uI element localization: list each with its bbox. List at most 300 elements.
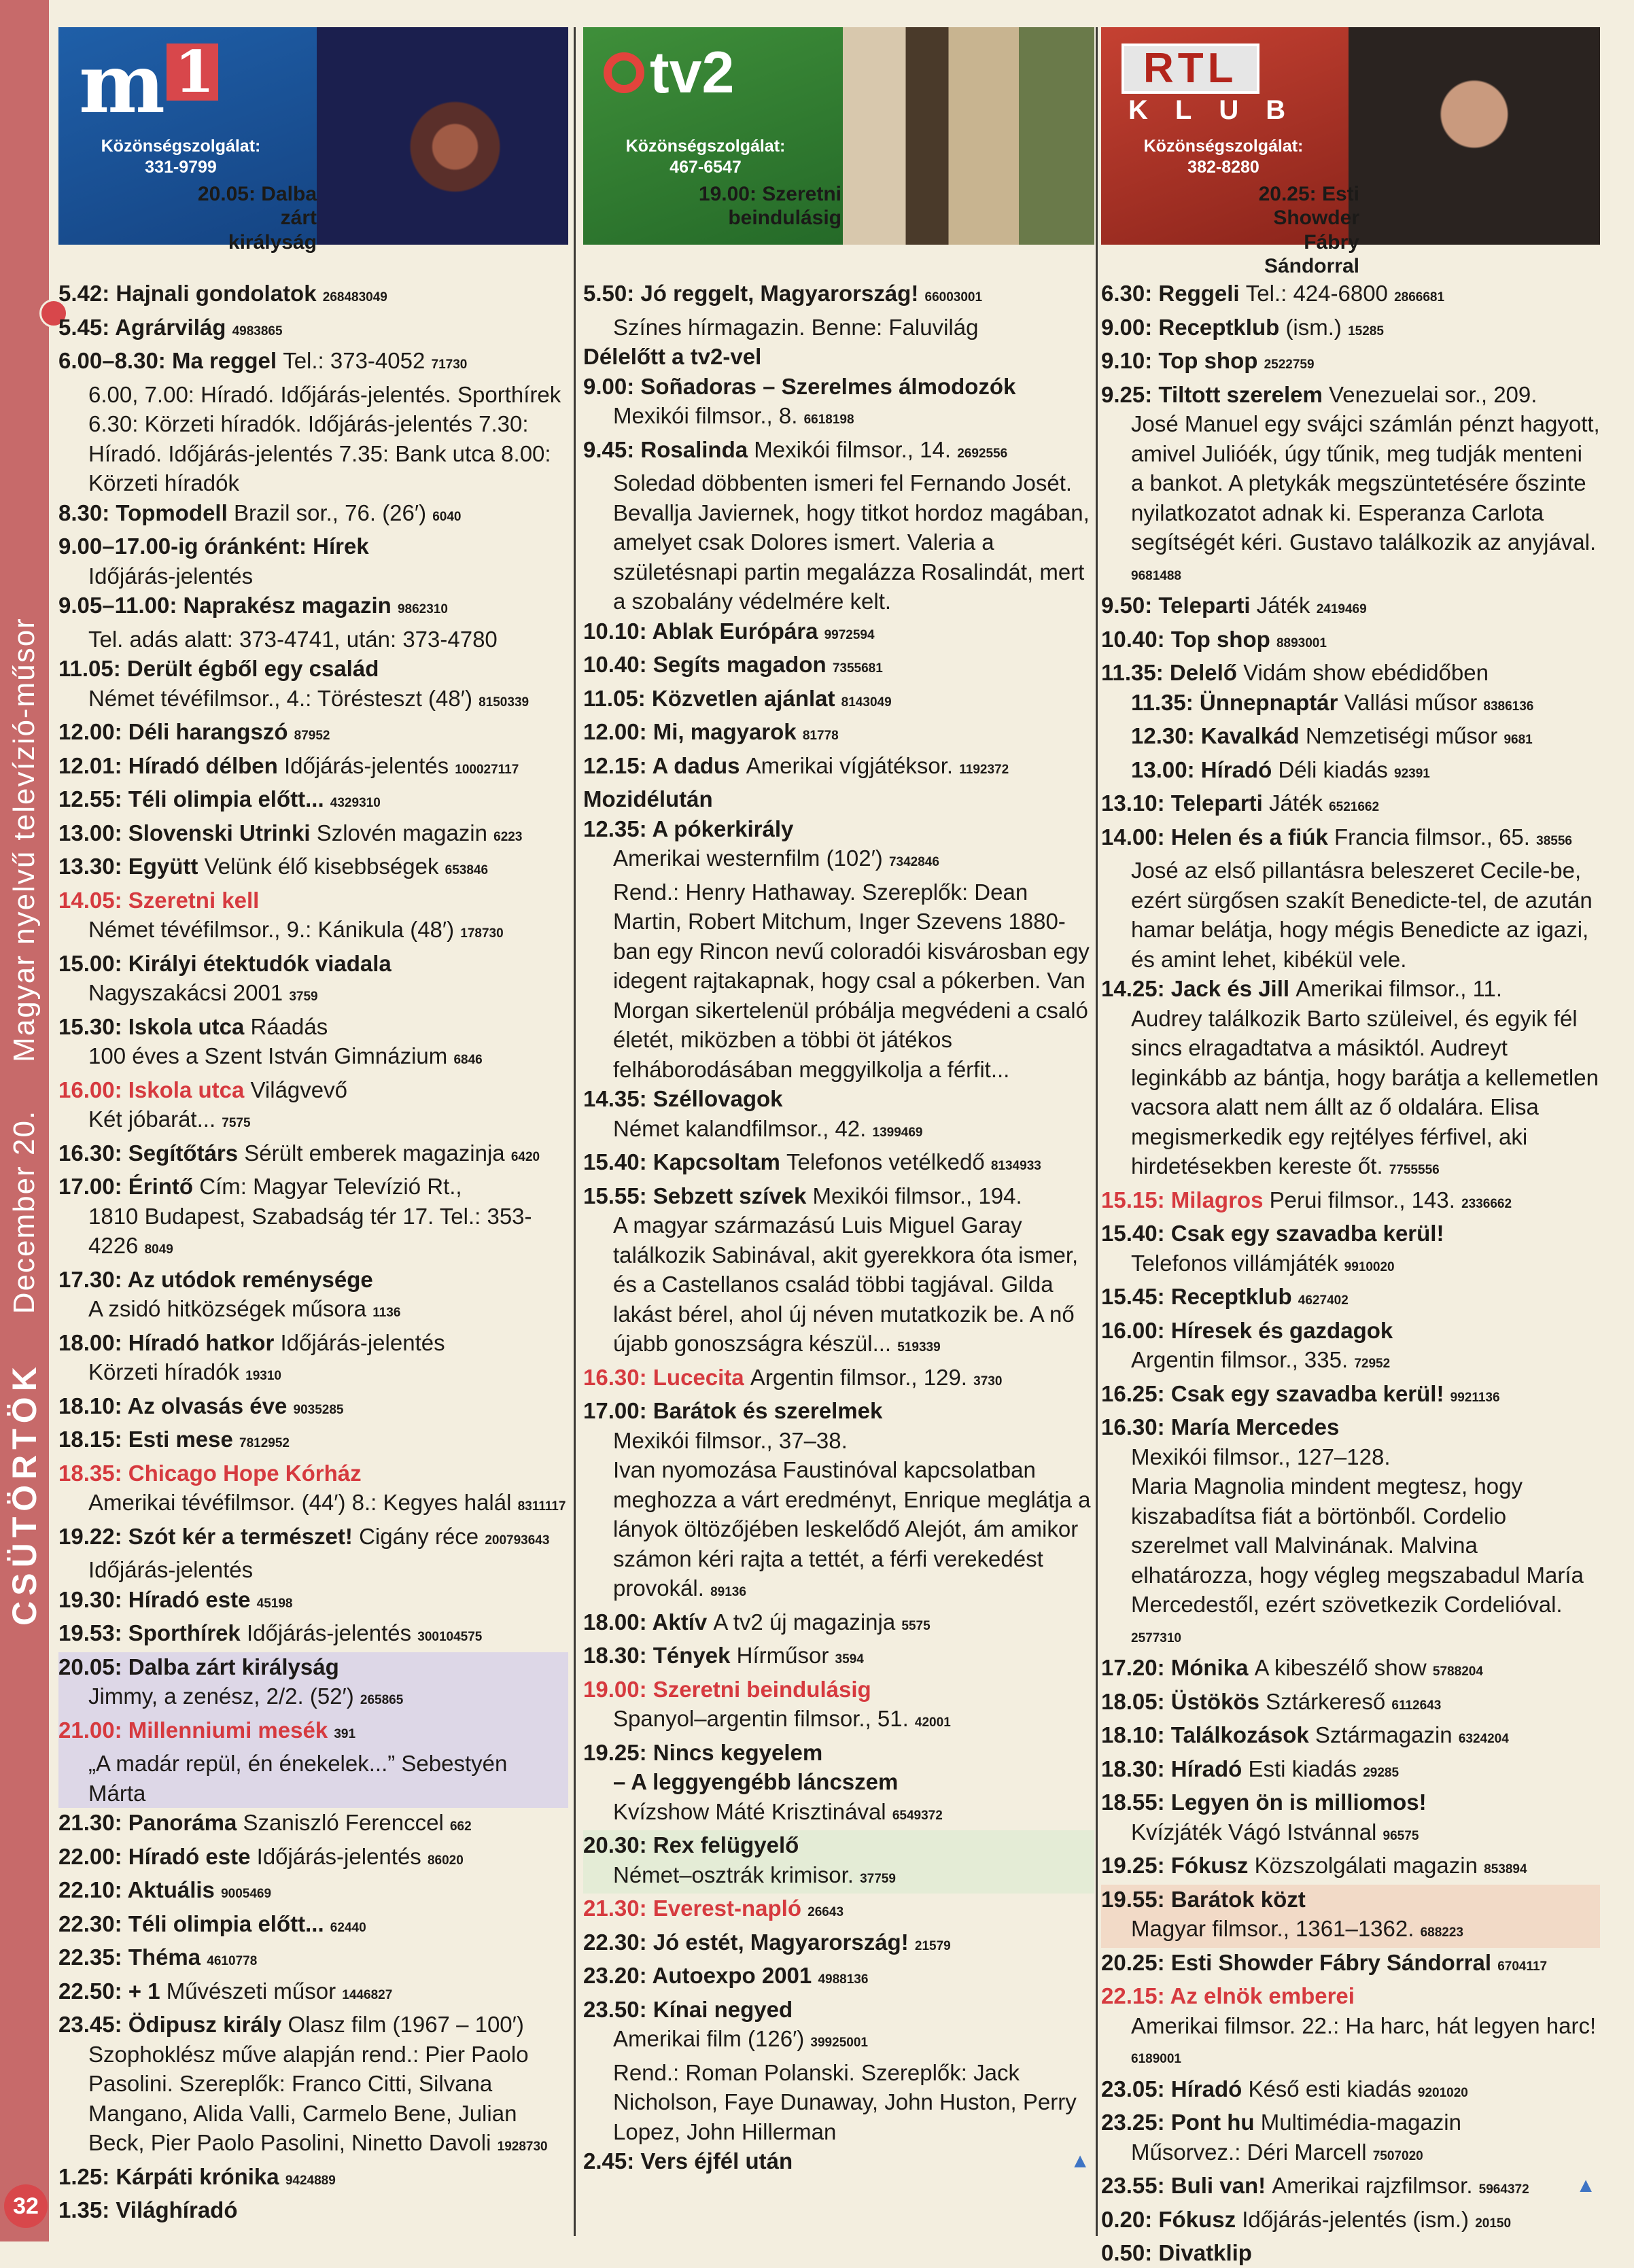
program-time: 16.00:: [58, 1077, 128, 1102]
program-time: 13.30:: [58, 854, 128, 879]
program-code: 3594: [835, 1652, 864, 1667]
program-details: [58, 1357, 568, 1391]
program-title: Érintő: [128, 1174, 200, 1199]
program-time: 18.10:: [58, 1393, 128, 1418]
promo-photo: [843, 27, 1094, 245]
program-time: 23.50:: [583, 1996, 653, 2022]
program-entry: [58, 1328, 568, 1391]
program-time: 17.00:: [58, 1174, 128, 1199]
program-time: 13.00:: [58, 820, 128, 845]
program-title: Szeretni beindulásig: [653, 1676, 871, 1702]
program-code: 8311117: [517, 1499, 566, 1514]
program-details: [1101, 1004, 1600, 1185]
program-code: 9681: [1503, 733, 1533, 747]
program-title: Topmodell: [116, 500, 234, 525]
program-time: 17.30:: [58, 1266, 128, 1292]
program-desc: Késő esti kiadás: [1248, 2076, 1418, 2101]
promo-caption: 20.25: Esti Showder Fábry Sándorral: [1258, 183, 1359, 278]
program-time: 15.30:: [58, 1013, 128, 1039]
spine-title: Magyar nyelvű televízió-műsor: [7, 617, 41, 1062]
program-title: Az elnök emberei: [1170, 1983, 1355, 2008]
program-time: 22.15:: [1101, 1983, 1170, 2008]
program-time: 12.01:: [58, 752, 128, 778]
program-title: Ablak Európára: [652, 618, 824, 644]
program-time: 18.30:: [583, 1643, 653, 1668]
program-entry: [1101, 1754, 1600, 1788]
program-details-text: Mexikói filmsor., 37–38.: [613, 1427, 848, 1453]
schedule-list: [1101, 279, 1600, 2268]
program-code: 6112643: [1391, 1698, 1442, 1713]
program-time: 12.35:: [583, 816, 653, 841]
program-time: 10.40:: [1101, 626, 1171, 652]
program-code: 92391: [1394, 766, 1430, 781]
program-title: Top shop: [1170, 626, 1276, 652]
program-title: Királyi étektudók viadala: [128, 950, 392, 976]
program-title: Delelő: [1169, 660, 1244, 685]
program-time: 9.00:: [583, 373, 641, 399]
program-details: [583, 313, 1094, 343]
spine-text: [5, 617, 44, 1626]
channel-header-tv2: [583, 27, 1094, 245]
program-entry: [58, 346, 568, 380]
program-time: 22.10:: [58, 1877, 128, 1902]
program-details-text: Argentin filmsor., 335.: [1131, 1347, 1355, 1372]
program-time: 11.05:: [58, 656, 127, 681]
program-details: [58, 1294, 568, 1328]
program-title: Az utódok reménysége: [127, 1266, 373, 1292]
program-title: Délelőtt a tv2-vel: [583, 344, 762, 369]
program-title: Buli van!: [1170, 2173, 1272, 2198]
program-title: Híradó este: [128, 1586, 257, 1612]
program-entry: [58, 591, 568, 654]
program-entry: [1101, 625, 1600, 659]
program-time: 19.25:: [583, 1739, 653, 1765]
program-title: Divatklip: [1158, 2240, 1252, 2265]
program-time: 23.55:: [1101, 2173, 1171, 2198]
program-details-text: Műsorvez.: Déri Marcell: [1131, 2139, 1373, 2165]
program-entry: [1101, 1720, 1600, 1754]
program-desc: Művészeti műsor: [166, 1978, 343, 2004]
program-time: 18.10:: [1101, 1722, 1171, 1747]
program-entry: [1101, 2171, 1600, 2205]
program-entry: [583, 1927, 1094, 1961]
column-tv2: [583, 27, 1094, 2236]
continue-triangle-icon: ▲: [1070, 2150, 1090, 2172]
program-time: 18.15:: [58, 1427, 128, 1452]
program-desc: Velünk élő kisebbségek: [204, 854, 445, 879]
program-details-text: Mexikói filmsor., 127–128.: [1131, 1444, 1391, 1469]
program-title: Agrárvilág: [115, 314, 232, 340]
program-title: Szót kér a természet!: [128, 1523, 360, 1549]
program-details-text: Nagyszakácsi 2001: [88, 980, 290, 1005]
program-desc: Játék: [1256, 593, 1317, 618]
program-code: 265865: [360, 1693, 404, 1707]
schedule-list: [58, 279, 568, 2225]
program-details: [583, 1860, 1094, 1894]
program-time: 20.25:: [1101, 1949, 1171, 1975]
program-desc: Vallási műsor: [1344, 689, 1484, 715]
program-code: 853894: [1484, 1862, 1527, 1877]
program-title: Sebzett szívek: [653, 1183, 813, 1208]
program-desc: Cím: Magyar Televízió Rt.,: [199, 1174, 462, 1199]
program-details: [583, 468, 1094, 616]
program-title: Fókusz: [1170, 1853, 1255, 1878]
program-code: 6549372: [892, 1808, 943, 1823]
program-title: Aktuális: [127, 1877, 222, 1902]
program-time: 14.25:: [1101, 976, 1171, 1001]
program-desc: Időjárás-jelentés: [283, 752, 455, 778]
program-desc: Amerikai filmsor., 11.: [1296, 976, 1503, 1001]
program-details-text: Kvízjáték Vágó Istvánnal: [1131, 1819, 1383, 1845]
program-details-text: Két jóbarát...: [88, 1106, 222, 1132]
program-details: [58, 2040, 568, 2162]
program-details-text: 1810 Budapest, Szabadság tér 17. Tel.: 353-4226: [88, 1203, 532, 1258]
program-title: Tények: [653, 1643, 737, 1668]
program-code: 8386136: [1483, 699, 1534, 714]
program-code: 519339: [897, 1340, 941, 1355]
program-entry: [583, 616, 1094, 650]
program-entry: [1101, 1981, 1600, 2074]
program-details: [58, 1202, 568, 1265]
program-time: 17.00:: [583, 1398, 653, 1423]
program-code: 1928730: [497, 2140, 548, 2154]
program-title: Iskola utca: [128, 1013, 251, 1039]
program-title: Esti mese: [128, 1427, 240, 1452]
program-entry: [583, 650, 1094, 684]
program-details-text: Mexikói filmsor., 8.: [613, 403, 804, 428]
program-code: 5575: [901, 1618, 931, 1633]
program-details-text: Német tévéfilmsor., 9.: Kánikula (48′): [88, 917, 461, 942]
program-entry: [58, 2195, 568, 2225]
program-title: 11.35: Ünnepnaptár: [1131, 689, 1344, 715]
program-time: 10.10:: [583, 618, 653, 644]
program-details: [1101, 1471, 1600, 1653]
program-entry: [58, 1075, 568, 1138]
program-code: 5964372: [1478, 2182, 1529, 2197]
program-code: 9921136: [1450, 1390, 1500, 1405]
program-time: 19.00:: [583, 1676, 653, 1702]
program-code: 1399469: [872, 1125, 923, 1140]
program-entry: [1101, 788, 1600, 822]
program-code: 7575: [222, 1116, 251, 1130]
program-title: Déli harangszó: [128, 719, 294, 744]
program-title: + 1: [128, 1978, 167, 2004]
program-title: Legyen ön is milliomos!: [1170, 1790, 1427, 1815]
program-desc: Közszolgálati magazin: [1254, 1853, 1484, 1878]
program-code: 7507020: [1372, 2148, 1423, 2163]
program-title: Nincs kegyelem: [653, 1739, 823, 1765]
program-details: [1101, 856, 1600, 974]
column-m1: [58, 27, 568, 2236]
program-desc: Időjárás-jelentés: [246, 1620, 418, 1645]
program-entry: [1101, 1219, 1600, 1282]
program-details: [1101, 1442, 1600, 1472]
column-divider: [574, 27, 576, 2236]
program-code: 1446827: [342, 1987, 393, 2002]
program-details-text: 100 éves a Szent István Gimnázium: [88, 1043, 454, 1068]
column-divider: [1096, 27, 1098, 2236]
program-code: 4988136: [818, 1972, 869, 1987]
program-details: [1101, 1914, 1600, 1948]
program-title: Receptklub: [1158, 314, 1286, 340]
program-code: 7342846: [888, 855, 939, 869]
program-details-text: Amerikai westernfilm (102′): [613, 845, 889, 871]
program-entry: [1101, 2238, 1600, 2268]
program-code: 6223: [493, 829, 523, 844]
program-time: 15.45:: [1101, 1284, 1171, 1309]
program-title: Mozidélután: [583, 786, 713, 812]
program-entry: [583, 1738, 1094, 1831]
program-code: 29285: [1363, 1765, 1400, 1780]
program-title: Világhíradó: [116, 2197, 238, 2222]
program-desc: Nemzetiségi műsor: [1305, 723, 1504, 748]
program-subitem: [1101, 688, 1600, 722]
program-title: Théma: [128, 1944, 207, 1970]
program-code: 81778: [802, 729, 839, 743]
program-title: Dalba zárt királyság: [128, 1654, 339, 1679]
program-time: 16.30:: [1101, 1414, 1171, 1440]
program-entry: [58, 784, 568, 818]
program-details-text: Soledad döbbenten ismeri fel Fernando Josét. Bevallja Javiernek, hogy titkot hordoz magában, amelyet csak Dolores ismert. Valeria a születésnapi partin megalázza Rosalindát, mert a szobalány védelmére kelt.: [613, 470, 1090, 614]
program-time: 13.10:: [1101, 790, 1171, 816]
program-entry: [58, 1808, 568, 1842]
program-code: 200793643: [485, 1533, 550, 1548]
promo-caption: 20.05: Dalba zárt királyság: [197, 183, 317, 254]
program-desc: Venezuelai sor., 209.: [1329, 381, 1537, 407]
program-entry: [1101, 721, 1600, 755]
program-details: [583, 2058, 1094, 2147]
page-number: 32: [4, 2184, 48, 2228]
program-desc: Mexikói filmsor., 14.: [754, 436, 958, 462]
program-code: 9910020: [1344, 1259, 1395, 1274]
program-details-text: Körzeti híradók: [88, 1359, 246, 1384]
program-time: 10.40:: [583, 652, 653, 677]
program-entry: [1101, 658, 1600, 688]
program-code: 39925001: [810, 2036, 868, 2050]
program-title: Híradó este: [128, 1843, 257, 1869]
program-details: [1101, 1817, 1600, 1851]
program-code: 87952: [294, 729, 330, 743]
program-time: 9.10:: [1101, 348, 1159, 373]
program-desc: Szaniszló Ferenccel: [243, 1810, 450, 1835]
program-title: Autoexpo 2001: [652, 1963, 818, 1988]
program-code: 8893001: [1276, 635, 1327, 650]
program-time: 9.50:: [1101, 593, 1159, 618]
spine: [0, 0, 49, 2241]
program-entry: [58, 1585, 568, 1619]
program-details-text: Jimmy, a zenész, 2/2. (52′): [88, 1683, 360, 1709]
program-details: [58, 625, 568, 655]
program-details-text: Rend.: Roman Polanski. Szereplők: Jack Nicholson, Faye Dunaway, John Huston, Perry Lopez, John Hillerman: [613, 2059, 1077, 2144]
program-code: 7755556: [1389, 1163, 1440, 1177]
program-title: Everest-napló: [653, 1896, 808, 1921]
program-code: 662: [449, 1819, 472, 1834]
program-details: [583, 1797, 1094, 1831]
program-entry: [583, 1607, 1094, 1641]
program-entry: [58, 1522, 568, 1585]
program-entry: [583, 717, 1094, 751]
program-title: Téli olimpia előtt...: [128, 786, 330, 812]
program-code: 6324204: [1458, 1732, 1509, 1746]
program-title: 13.00: Híradó: [1131, 756, 1279, 782]
program-desc: Francia filmsor., 65.: [1334, 824, 1537, 850]
program-entry: [58, 380, 568, 498]
audience-service: Közönségszolgálat: 382-8280: [1143, 137, 1304, 177]
program-details: [583, 843, 1094, 877]
program-desc: Szlovén magazin: [316, 820, 494, 845]
program-details-text: Spanyol–argentin filmsor., 51.: [613, 1706, 915, 1731]
program-entry: [58, 1012, 568, 1075]
program-details: [58, 684, 568, 718]
program-code: 2866681: [1394, 290, 1445, 304]
program-entry: [583, 751, 1094, 785]
program-code: 178730: [460, 926, 504, 941]
program-code: 9035285: [293, 1402, 344, 1417]
program-time: 18.30:: [1101, 1756, 1171, 1781]
program-title: Híradó: [1170, 2076, 1249, 2101]
program-title: Csak egy szavadba kerül!: [1170, 1380, 1450, 1406]
program-title: Kínai negyed: [653, 1996, 793, 2022]
program-code: 21579: [914, 1938, 951, 1953]
program-code: 2419469: [1316, 602, 1367, 616]
program-title: Receptklub: [1170, 1284, 1298, 1309]
program-time: 9.45:: [583, 436, 641, 462]
program-entry: [1101, 1316, 1600, 1379]
program-entry: [58, 1172, 568, 1265]
program-code: 62440: [330, 1920, 366, 1935]
program-code: 4329310: [330, 796, 381, 810]
program-time: 20.30:: [583, 1832, 653, 1857]
program-entry: [58, 1459, 568, 1522]
program-time: 0.20:: [1101, 2206, 1159, 2232]
program-title: Reggeli: [1158, 281, 1246, 306]
program-title: Jó reggelt, Magyarország!: [640, 281, 925, 306]
program-subitem: [1101, 721, 1600, 755]
program-entry: [58, 886, 568, 949]
program-time: 19.22:: [58, 1523, 128, 1549]
program-time: 6.30:: [1101, 281, 1159, 306]
program-code: 688223: [1420, 1925, 1463, 1940]
program-title: Jó estét, Magyarország!: [653, 1929, 915, 1955]
program-entry: [583, 1830, 1094, 1894]
program-entry: [58, 2010, 568, 2162]
program-desc: Világvevő: [250, 1077, 347, 1102]
program-entry: [58, 1138, 568, 1172]
program-entry: [1101, 1687, 1600, 1721]
program-details-text: A magyar származású Luis Miguel Garay találkozik Sabinával, akit gyerekkora óta ismer, és a Castellanos család többi tagjával. Gilda lakást bérel, ahol új néven mutatkozik be. A nő újabb gonoszságra készül...: [613, 1212, 1079, 1356]
program-entry: [1101, 2108, 1600, 2171]
program-time: 12.00:: [58, 719, 128, 744]
program-time: 21.30:: [583, 1896, 653, 1921]
program-code: 9424889: [285, 2173, 336, 2188]
program-entry: [1101, 1948, 1600, 1982]
program-time: 23.20:: [583, 1963, 653, 1988]
program-code: 86020: [427, 1853, 464, 1868]
program-code: 45198: [256, 1596, 293, 1611]
program-time: 1.35:: [58, 2197, 116, 2222]
program-time: 2.45:: [583, 2148, 641, 2174]
program-details-text: Szophoklész műve alapján rend.: Pier Paolo Pasolini. Szereplők: Franco Citti, Silvana Mangano, Alida Valli, Carmelo Bene, Julian Beck, Pier Paolo Pasolini, Ninetto Davoli: [88, 2041, 529, 2155]
program-code: 100027117: [455, 762, 519, 777]
program-code: 6618198: [803, 413, 854, 427]
program-entry: [58, 1942, 568, 1976]
program-desc: A tv2 új magazinja: [713, 1609, 902, 1635]
column-rtl: [1101, 27, 1600, 2265]
program-entry: [583, 1894, 1094, 1927]
program-title: Széllovagok: [653, 1086, 783, 1111]
program-title: Téli olimpia előtt...: [128, 1911, 330, 1936]
program-time: 16.30:: [58, 1140, 128, 1166]
program-entry: [1101, 688, 1600, 722]
program-entry: [58, 1842, 568, 1876]
program-time: 18.35:: [58, 1460, 128, 1486]
program-entry: [583, 1363, 1094, 1397]
program-time: 15.55:: [583, 1183, 653, 1208]
program-title: Teleparti: [1170, 790, 1270, 816]
program-details-text: Magyar filmsor., 1361–1362.: [1131, 1916, 1421, 1941]
program-title: Lucecita: [653, 1364, 750, 1390]
program-time: 23.05:: [1101, 2076, 1171, 2101]
program-code: 300104575: [417, 1630, 483, 1644]
program-code: 4627402: [1298, 1293, 1349, 1308]
program-code: 5788204: [1432, 1664, 1483, 1679]
program-title: Fókusz: [1158, 2206, 1242, 2232]
program-title: Csak egy szavadba kerül!: [1170, 1221, 1444, 1246]
program-desc: Időjárás-jelentés (ism.): [1242, 2206, 1476, 2232]
program-title: Rex felügyelő: [653, 1832, 799, 1857]
tv2-logo: tv2: [604, 43, 734, 102]
program-code: 268483049: [322, 290, 387, 304]
program-desc: Sztármagazin: [1315, 1722, 1459, 1747]
program-title: Híradó délben: [128, 752, 284, 778]
program-time: 22.30:: [58, 1911, 128, 1936]
program-title: Vers éjfél után: [640, 2148, 793, 2174]
rtl-klub-logo: RTL KLUB: [1122, 43, 1313, 124]
program-entry: [1101, 1885, 1600, 1948]
channel-header-rtl: [1101, 27, 1600, 278]
program-desc: Játék: [1269, 790, 1329, 816]
program-entry: [583, 814, 1094, 1085]
program-code: 6189001: [1131, 2052, 1181, 2066]
program-code: 38556: [1536, 833, 1572, 848]
program-entry: [1101, 1282, 1600, 1316]
program-details-text: José Manuel egy svájci számlán pénzt hagyott, amivel Julióék, úgy tűnik, meg tudják menteni a bankot. A pletykák megszüntetésére őszinte nyilatkozatot adnak ki. Esperanza Carlota segítségét kéri. Gustavo találkozik az anyjával.: [1131, 411, 1600, 555]
program-time: 0.50:: [1101, 2240, 1159, 2265]
program-code: 42001: [914, 1715, 951, 1730]
program-entry: [58, 818, 568, 852]
program-desc: Tel.: 424-6800: [1245, 281, 1395, 306]
program-entry: [1101, 1851, 1600, 1885]
program-entry: [58, 313, 568, 347]
program-desc: Időjárás-jelentés: [256, 1843, 428, 1869]
program-details: [58, 915, 568, 949]
program-title: 12.30: Kavalkád: [1131, 723, 1306, 748]
program-details: [58, 561, 568, 591]
program-entry: [583, 1181, 1094, 1363]
program-details-text: Audrey találkozik Barto szüleivel, és egyik fél sincs elragadtatva a másiktól. Audreyt leginkább az bántja, hogy barátja a kellemetlen vacsora alatt nem állt az ő oldalára. Elisa megismerkedik egy rejtélyes férfivel, aki hirdetésekben kereste őt.: [1131, 1005, 1599, 1179]
program-details-text: Ivan nyomozása Faustinóval kapcsolatban meghozza a várt eredményt, Enrique meglátja a lányok öltözőjében leskelődő Alejót, ám amikor számon kéri rajta a tettét, a férfi verekedést provokál.: [613, 1457, 1091, 1601]
program-time: 22.30:: [583, 1929, 653, 1955]
program-details: [58, 1104, 568, 1138]
program-code: 6420: [510, 1149, 540, 1164]
program-details: [1101, 409, 1600, 591]
program-entry: [58, 498, 568, 532]
program-entry: [58, 1875, 568, 1909]
program-code: 89136: [710, 1585, 746, 1599]
program-code: 6040: [432, 509, 462, 524]
program-desc: (ism.): [1285, 314, 1349, 340]
program-title: Ma reggel: [171, 348, 283, 373]
